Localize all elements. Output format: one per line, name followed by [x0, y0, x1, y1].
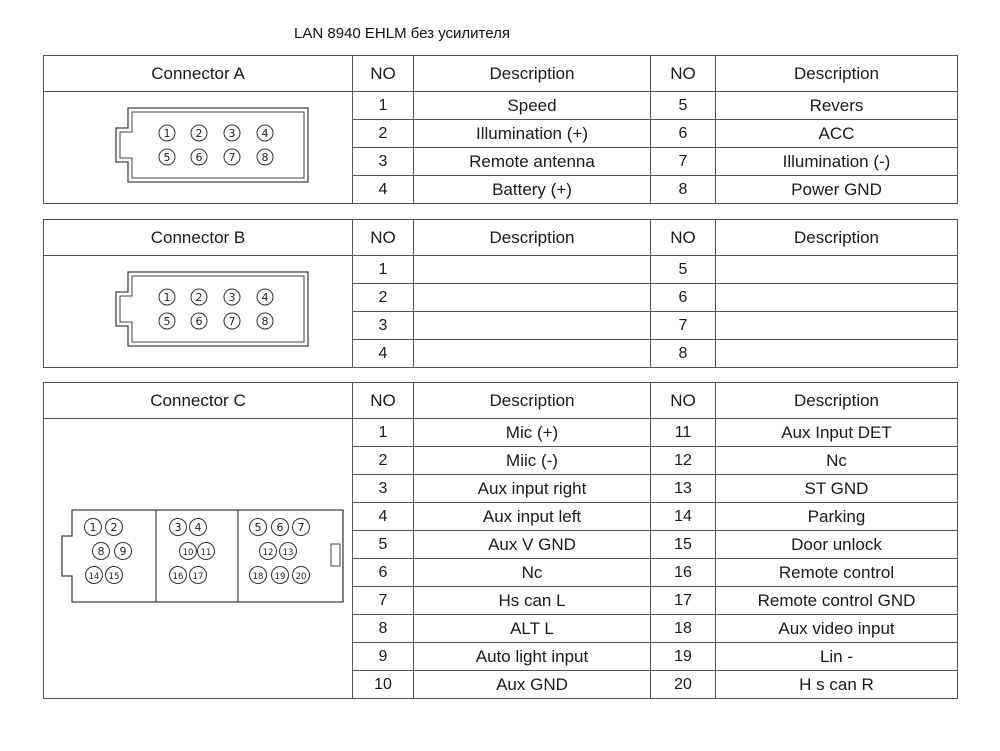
pin-number: 7	[651, 148, 716, 176]
pin-number: 3	[353, 312, 414, 340]
pin-number: 16	[651, 559, 716, 587]
pin-number: 19	[651, 643, 716, 671]
pin-number: 11	[651, 419, 716, 447]
pin-7-label: 7	[297, 520, 305, 534]
connector-b-table	[43, 219, 958, 368]
connector-20pin-icon	[48, 506, 348, 606]
pin-description: Aux video input	[716, 615, 958, 643]
pin-description: Aux input left	[414, 503, 651, 531]
pin-number: 2	[353, 120, 414, 148]
pin-8-label: 8	[261, 314, 269, 328]
pin-number: 12	[651, 447, 716, 475]
pin-6-label: 6	[195, 150, 203, 164]
header-description: Description	[414, 383, 651, 419]
pin-description: Aux V GND	[414, 531, 651, 559]
pin-number: 1	[353, 92, 414, 120]
pin-12-label: 12	[262, 547, 274, 558]
header-no: NO	[353, 383, 414, 419]
pin-description	[414, 312, 651, 340]
pin-20-label: 20	[295, 571, 307, 582]
pin-18-label: 18	[252, 571, 264, 582]
table-row	[44, 419, 958, 447]
pin-7-label: 7	[228, 314, 236, 328]
pin-7-label: 7	[228, 150, 236, 164]
pin-4-label: 4	[261, 126, 269, 140]
pin-6-label: 6	[195, 314, 203, 328]
pin-number: 6	[651, 120, 716, 148]
pin-8-label: 8	[97, 544, 105, 558]
pin-description: Parking	[716, 503, 958, 531]
pin-description: Nc	[716, 447, 958, 475]
pin-13-label: 13	[282, 547, 294, 558]
header-description: Description	[716, 220, 958, 256]
pin-description: Aux input right	[414, 475, 651, 503]
pin-number: 4	[353, 340, 414, 368]
pin-1-label: 1	[163, 290, 171, 304]
pin-3-label: 3	[228, 126, 236, 140]
pin-description: Speed	[414, 92, 651, 120]
pin-number: 6	[651, 284, 716, 312]
pin-number: 5	[353, 531, 414, 559]
pin-number: 4	[353, 176, 414, 204]
header-description: Description	[414, 220, 651, 256]
pin-description: Illumination (-)	[716, 148, 958, 176]
connector-8pin-icon	[78, 95, 318, 195]
pin-description	[414, 284, 651, 312]
connector-8pin-icon	[78, 259, 318, 359]
pin-description	[716, 340, 958, 368]
pin-description: Door unlock	[716, 531, 958, 559]
pin-number: 2	[353, 284, 414, 312]
pin-description: Illumination (+)	[414, 120, 651, 148]
pin-number: 5	[651, 256, 716, 284]
pin-number: 4	[353, 503, 414, 531]
pin-9-label: 9	[119, 544, 127, 558]
pin-description: Remote control GND	[716, 587, 958, 615]
pin-3-label: 3	[228, 290, 236, 304]
table-row	[44, 92, 958, 120]
connector-name: Connector C	[44, 383, 353, 419]
pin-16-label: 16	[172, 571, 184, 582]
pin-description: Miic (-)	[414, 447, 651, 475]
pin-number: 6	[353, 559, 414, 587]
pin-description: ST GND	[716, 475, 958, 503]
connector-a-table	[43, 55, 958, 204]
header-description: Description	[716, 56, 958, 92]
pin-2-label: 2	[195, 290, 203, 304]
pin-description: ALT L	[414, 615, 651, 643]
pin-number: 1	[353, 256, 414, 284]
pin-description	[716, 284, 958, 312]
pin-description: Remote control	[716, 559, 958, 587]
pin-number: 7	[353, 587, 414, 615]
pin-description: Aux GND	[414, 671, 651, 699]
pin-3-label: 3	[174, 520, 182, 534]
header-no: NO	[651, 383, 716, 419]
connector-b-diagram	[44, 256, 353, 368]
page-title: LAN 8940 EHLM без усилителя	[294, 25, 510, 42]
pin-number: 9	[353, 643, 414, 671]
pin-description: Nc	[414, 559, 651, 587]
pin-6-label: 6	[276, 520, 284, 534]
pin-19-label: 19	[274, 571, 286, 582]
pin-2-label: 2	[195, 126, 203, 140]
pin-description: Remote antenna	[414, 148, 651, 176]
pin-number: 2	[353, 447, 414, 475]
pin-17-label: 17	[192, 571, 204, 582]
pin-number: 3	[353, 148, 414, 176]
pin-15-label: 15	[108, 571, 120, 582]
pin-description: Auto light input	[414, 643, 651, 671]
pin-description: Hs can L	[414, 587, 651, 615]
pin-number: 1	[353, 419, 414, 447]
pin-11-label: 11	[200, 547, 212, 558]
header-row	[44, 220, 958, 256]
pin-4-label: 4	[194, 520, 202, 534]
pin-5-label: 5	[163, 314, 171, 328]
header-row	[44, 383, 958, 419]
pin-10-label: 10	[182, 547, 194, 558]
pin-4-label: 4	[261, 290, 269, 304]
pin-description: Battery (+)	[414, 176, 651, 204]
header-description: Description	[716, 383, 958, 419]
connector-name: Connector A	[44, 56, 353, 92]
header-row	[44, 56, 958, 92]
header-no: NO	[651, 220, 716, 256]
header-no: NO	[353, 56, 414, 92]
pin-number: 8	[651, 176, 716, 204]
pin-description: Power GND	[716, 176, 958, 204]
pin-number: 20	[651, 671, 716, 699]
pin-number: 3	[353, 475, 414, 503]
pin-number: 17	[651, 587, 716, 615]
connector-c-table	[43, 382, 958, 699]
pin-description: Mic (+)	[414, 419, 651, 447]
pin-description: Revers	[716, 92, 958, 120]
pin-14-label: 14	[88, 571, 100, 582]
pin-number: 14	[651, 503, 716, 531]
pin-number: 7	[651, 312, 716, 340]
pin-description	[716, 312, 958, 340]
pin-number: 18	[651, 615, 716, 643]
pin-description: Lin -	[716, 643, 958, 671]
pin-2-label: 2	[110, 520, 118, 534]
pin-description	[716, 256, 958, 284]
pin-5-label: 5	[163, 150, 171, 164]
pin-number: 15	[651, 531, 716, 559]
pin-description: ACC	[716, 120, 958, 148]
header-description: Description	[414, 56, 651, 92]
pin-description: Aux Input DET	[716, 419, 958, 447]
pin-description: H s can R	[716, 671, 958, 699]
header-no: NO	[353, 220, 414, 256]
pin-1-label: 1	[163, 126, 171, 140]
connector-a-diagram	[44, 92, 353, 204]
pin-number: 10	[353, 671, 414, 699]
header-no: NO	[651, 56, 716, 92]
pin-1-label: 1	[89, 520, 97, 534]
table-row	[44, 256, 958, 284]
pin-description	[414, 340, 651, 368]
pin-description	[414, 256, 651, 284]
pin-5-label: 5	[254, 520, 262, 534]
connector-c-diagram	[44, 419, 353, 699]
pin-number: 13	[651, 475, 716, 503]
connector-name: Connector B	[44, 220, 353, 256]
pin-number: 8	[651, 340, 716, 368]
pin-number: 5	[651, 92, 716, 120]
pin-number: 8	[353, 615, 414, 643]
pin-8-label: 8	[261, 150, 269, 164]
